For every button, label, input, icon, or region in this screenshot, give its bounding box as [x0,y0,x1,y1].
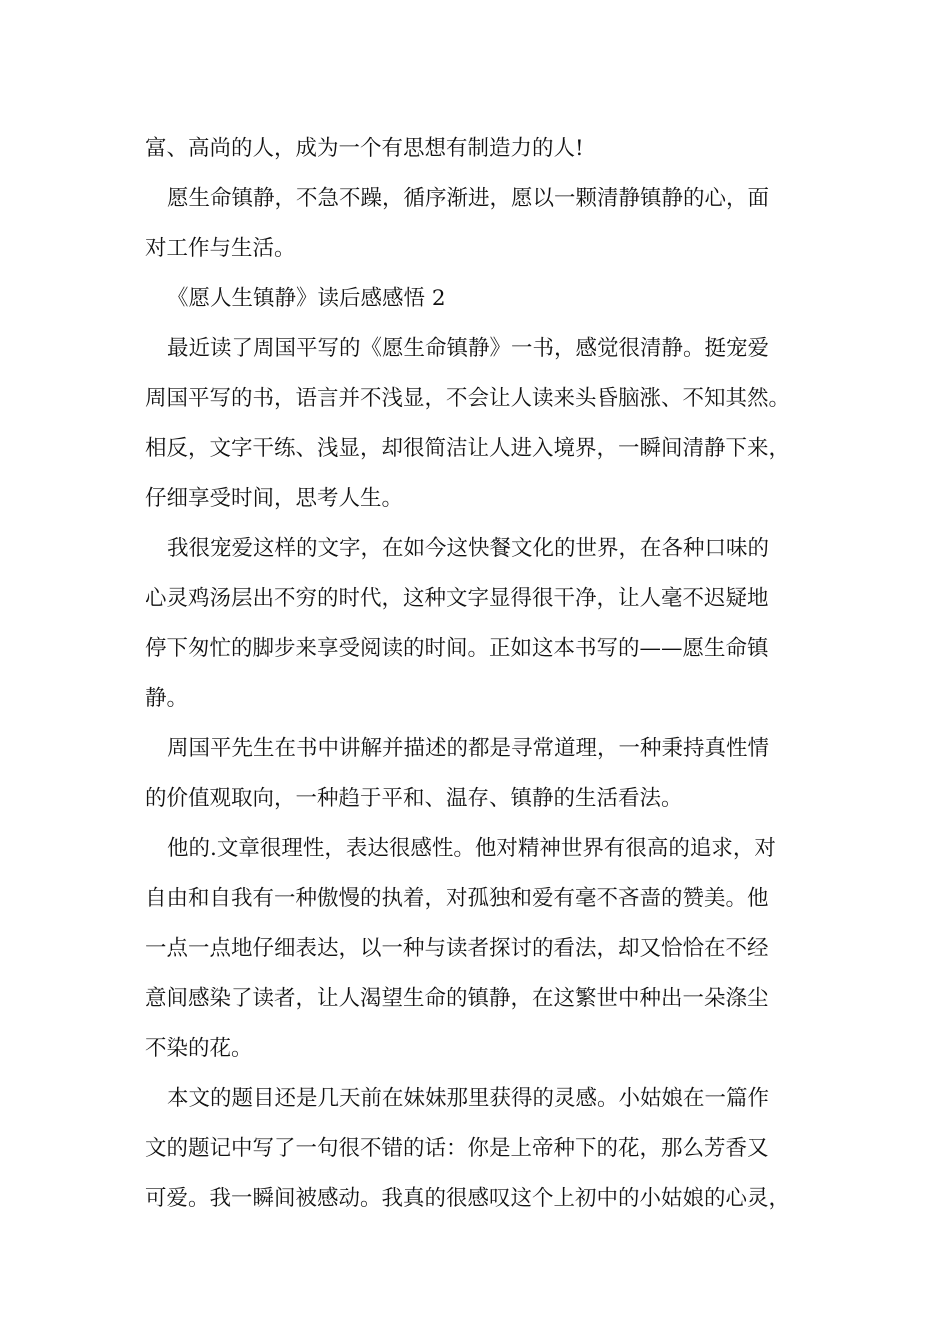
text-line: 一点一点地仔细表达，以一种与读者探讨的看法，却又恰恰在不经 [145,936,769,961]
text-line: 不染的花。 [145,1036,253,1061]
paragraph-start-line: 周国平先生在书中讲解并描述的都是寻常道理，一种秉持真性情 [167,736,770,761]
text-line: 可爱。我一瞬间被感动。我真的很感叹这个上初中的小姑娘的心灵， [145,1186,791,1211]
paragraph-start-line: 最近读了周国平写的《愿生命镇静》一书，感觉很清静。挺宠爱 [167,336,770,361]
text-line: 周国平写的书，语言并不浅显，不会让人读来头昏脑涨、不知其然。 [145,386,791,411]
section-heading: 《愿人生镇静》读后感感悟 2 [167,286,446,311]
text-line: 的价值观取向，一种趋于平和、温存、镇静的生活看法。 [145,786,683,811]
document-page [145,124,825,1224]
text-line: 意间感染了读者，让人渴望生命的镇静，在这繁世中种出一朵涤尘 [145,986,769,1011]
text-line: 相反，文字干练、浅显，却很简洁让人进入境界，一瞬间清静下来， [145,436,791,461]
text-line: 自由和自我有一种傲慢的执着，对孤独和爱有毫不吝啬的赞美。他 [145,886,769,911]
paragraph-start-line: 愿生命镇静，不急不躁，循序渐进，愿以一颗清静镇静的心，面 [167,186,770,211]
text-line: 富、高尚的人，成为一个有思想有制造力的人! [145,136,584,161]
text-line: 停下匆忙的脚步来享受阅读的时间。正如这本书写的——愿生命镇 [145,636,769,661]
text-line: 文的题记中写了一句很不错的话：你是上帝种下的花，那么芳香又 [145,1136,769,1161]
text-line: 仔细享受时间，思考人生。 [145,486,404,511]
text-line: 静。 [145,686,189,711]
text-line: 对工作与生活。 [145,236,296,261]
paragraph-start-line: 他的.文章很理性，表达很感性。他对精神世界有很高的追求，对 [167,836,776,861]
paragraph-start-line: 我很宠爱这样的文字，在如今这快餐文化的世界，在各种口味的 [167,536,770,561]
text-line: 心灵鸡汤层出不穷的时代，这种文字显得很干净，让人毫不迟疑地 [145,586,769,611]
paragraph-start-line: 本文的题目还是几天前在妹妹那里获得的灵感。小姑娘在一篇作 [167,1086,770,1111]
